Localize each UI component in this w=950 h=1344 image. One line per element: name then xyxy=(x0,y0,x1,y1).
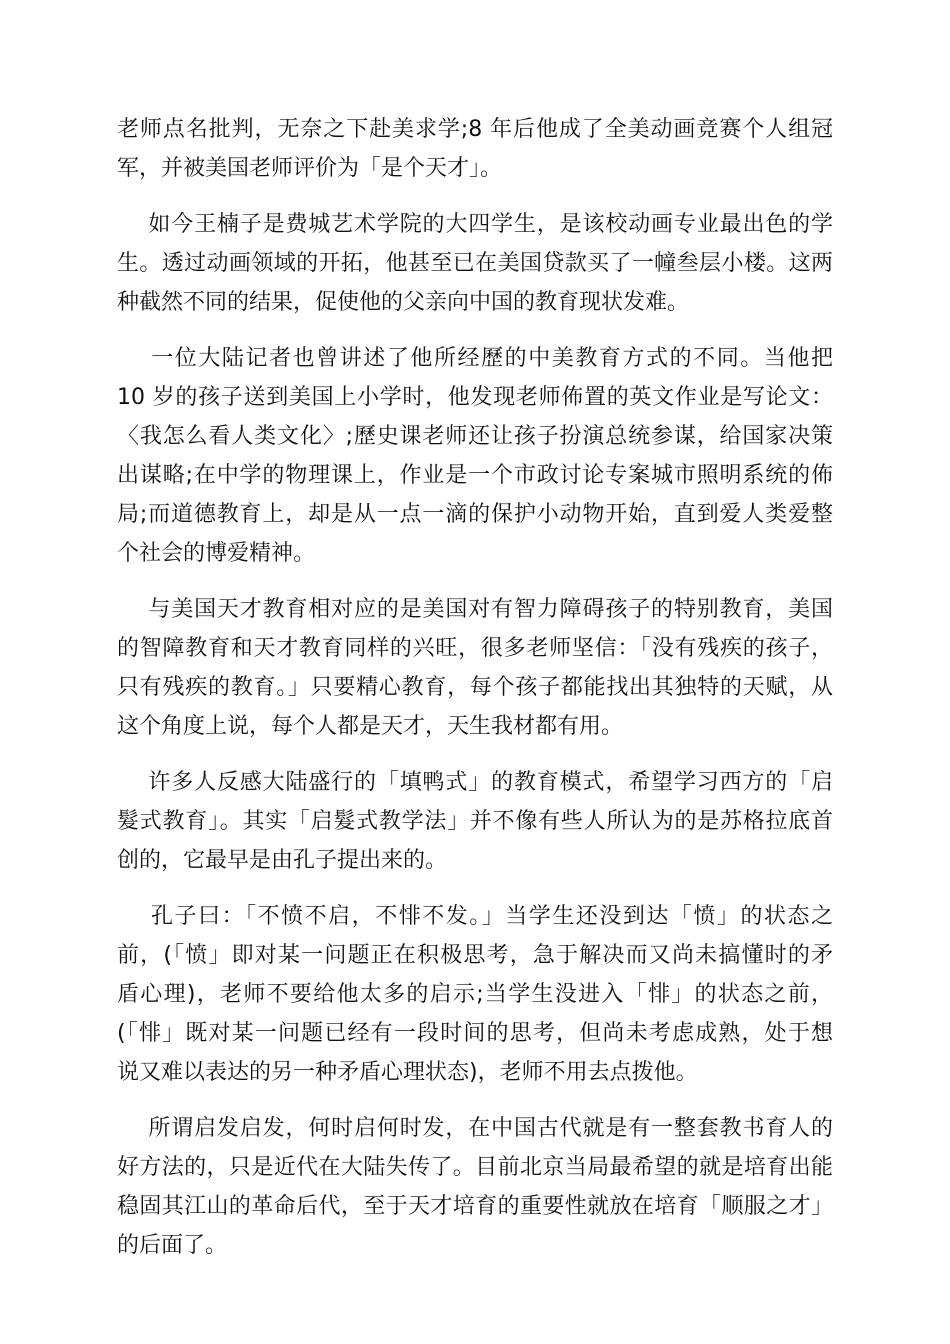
text-line: 创的，它最早是由孔子提出来的。 xyxy=(117,848,448,873)
text-line: 出谋略;在中学的物理课上，作业是一个市政讨论专案城市照明系统的佈 xyxy=(117,463,833,488)
text-line: 生。透过动画领域的开拓，他甚至已在美国贷款买了一幢叁层小楼。这两 xyxy=(117,251,833,276)
text-line: 髮式教育」。其实「启髮式教学法」并不像有些人所认为的是苏格拉底首 xyxy=(117,809,833,834)
text-line: 个社会的博爱精神。 xyxy=(117,541,316,566)
paragraph xyxy=(117,205,833,322)
text-line: 老师点名批判，无奈之下赴美求学;8 年后他成了全美动画竞赛个人组冠 xyxy=(117,117,833,142)
text-line: 军，并被美国老师评价为「是个天才」。 xyxy=(117,156,503,181)
text-line: 好方法的，只是近代在大陆失传了。目前北京当局最希望的就是培育出能 xyxy=(117,1155,833,1180)
text-line: 与美国天才教育相对应的是美国对有智力障碍孩子的特别教育，美国 xyxy=(117,597,833,622)
text-line: 局;而道德教育上，却是从一点一滴的保护小动物开始，直到爱人类爱整 xyxy=(117,502,833,527)
article-body xyxy=(117,110,833,1282)
text-line: (「悱」既对某一问题已经有一段时间的思考，但尚未考虑成熟，处于想 xyxy=(117,1021,833,1046)
text-line: 所谓启发启发，何时启何时发，在中国古代就是有一整套教书育人的 xyxy=(117,1116,833,1141)
text-line: 10 岁的孩子送到美国上小学时，他发现老师佈置的英文作业是写论文： xyxy=(117,385,833,410)
text-line: 只有残疾的教育。」只要精心教育，每个孩子都能找出其独特的天赋，从 xyxy=(117,675,833,700)
paragraph xyxy=(117,110,833,188)
paragraph xyxy=(117,339,833,573)
text-line: 盾心理)，老师不要给他太多的启示;当学生没进入「悱」的状态之前， xyxy=(117,982,833,1007)
paragraph xyxy=(117,897,833,1092)
text-line: 的后面了。 xyxy=(117,1233,228,1258)
paragraph xyxy=(117,763,833,880)
text-line: 一位大陆记者也曾讲述了他所经歷的中美教育方式的不同。当他把 xyxy=(117,346,833,371)
text-line: 如今王楠子是费城艺术学院的大四学生，是该校动画专业最出色的学 xyxy=(117,212,833,237)
text-line: 许多人反感大陆盛行的「填鸭式」的教育模式，希望学习西方的「启 xyxy=(117,770,833,795)
text-line: 前，(「愤」即对某一问题正在积极思考，急于解决而又尚未搞懂时的矛 xyxy=(117,943,833,968)
text-line: 〈我怎么看人类文化〉;歷史课老师还让孩子扮演总统参谋，给国家决策 xyxy=(117,424,833,449)
paragraph xyxy=(117,1109,833,1265)
text-line: 这个角度上说，每个人都是天才，天生我材都有用。 xyxy=(117,714,624,739)
text-line: 稳固其江山的革命后代，至于天才培育的重要性就放在培育「顺服之才」 xyxy=(117,1194,833,1219)
text-line: 的智障教育和天才教育同样的兴旺，很多老师坚信：「没有残疾的孩子， xyxy=(117,636,833,661)
text-line: 孔子曰：「不愤不启，不悱不发。」当学生还没到达「愤」的状态之 xyxy=(117,904,833,929)
text-line: 说又难以表达的另一种矛盾心理状态)，老师不用去点拨他。 xyxy=(117,1060,698,1085)
text-line: 种截然不同的结果，促使他的父亲向中国的教育现状发难。 xyxy=(117,290,690,315)
paragraph xyxy=(117,590,833,746)
